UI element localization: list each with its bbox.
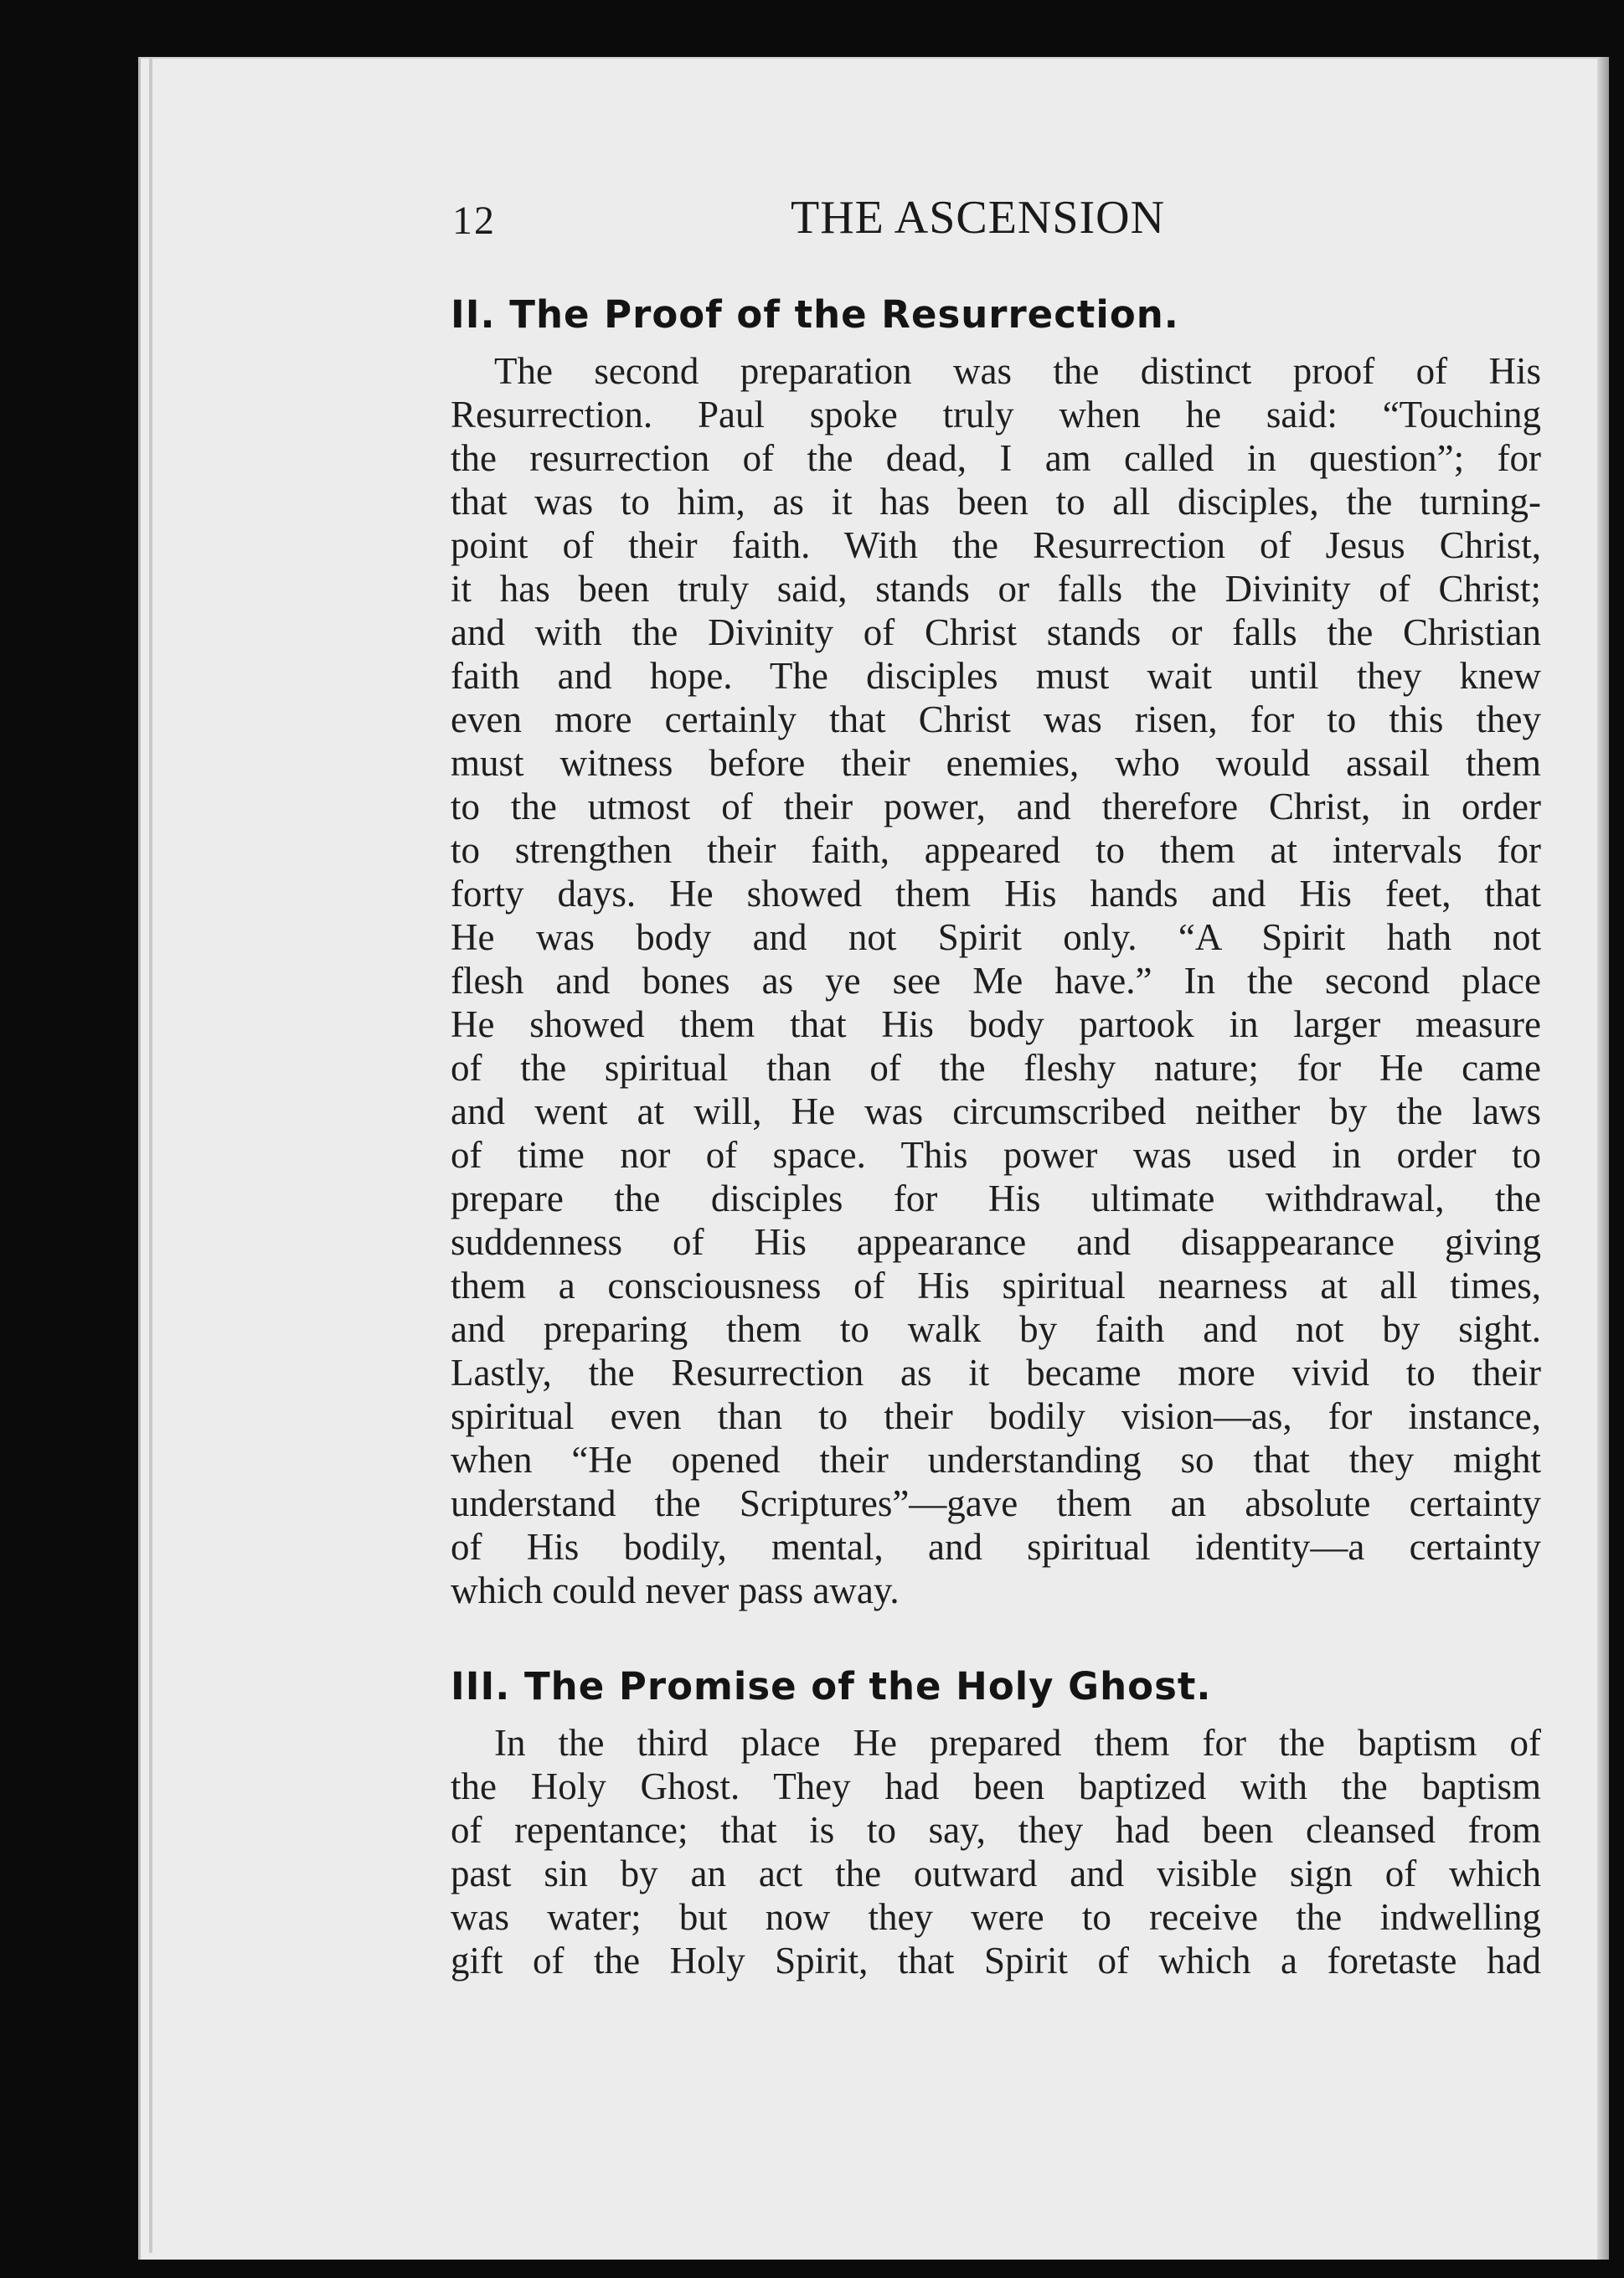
text-line: of repentance; that is to say, they had been cleansed from — [451, 1809, 1541, 1851]
text-line: when “He opened their understanding so that they might — [451, 1439, 1541, 1481]
paragraph-proof-of-resurrection — [451, 349, 1541, 1612]
text-line: them a consciousness of His spiritual nearness at all times, — [451, 1265, 1541, 1306]
text-line: was water; but now they were to receive the indwelling — [451, 1896, 1541, 1938]
text-line: gift of the Holy Spirit, that Spirit of which a foretaste had — [451, 1940, 1541, 1982]
text-line: of His bodily, mental, and spiritual identity—a certainty — [451, 1526, 1541, 1568]
text-line: it has been truly said, stands or falls the Divinity of Christ; — [451, 568, 1541, 610]
running-title: THE ASCENSION — [791, 192, 1166, 244]
text-line: must witness before their enemies, who would assail them — [451, 742, 1541, 784]
running-head — [452, 191, 1206, 250]
text-line: faith and hope. The disciples must wait until they knew — [451, 655, 1541, 697]
text-line: past sin by an act the outward and visible sign of which — [451, 1853, 1541, 1894]
page-body — [451, 289, 1541, 1982]
text-line: which could never pass away. — [451, 1569, 900, 1611]
text-line: flesh and bones as ye see Me have.” In the second place — [451, 960, 1541, 1002]
page-edge-line — [149, 59, 152, 2253]
text-line: and preparing them to walk by faith and not by sight. — [451, 1308, 1541, 1350]
text-line: suddenness of His appearance and disappearance giving — [451, 1221, 1541, 1263]
text-line: Lastly, the Resurrection as it became more vivid to their — [451, 1352, 1541, 1394]
text-line: that was to him, as it has been to all disciples, the turning- — [451, 481, 1541, 523]
text-line: and with the Divinity of Christ stands or falls the Christian — [451, 611, 1541, 653]
text-line: of the spiritual than of the fleshy nature; for He came — [451, 1047, 1541, 1089]
text-line: forty days. He showed them His hands and His feet, that — [451, 873, 1541, 915]
text-line: spiritual even than to their bodily vision—as, for instance, — [451, 1395, 1541, 1437]
text-line: to strengthen their faith, appeared to them at intervals for — [451, 829, 1541, 871]
spine-shadow — [1597, 57, 1609, 2260]
section-heading-proof-of-resurrection: II. The Proof of the Resurrection. — [451, 292, 1179, 337]
text-line: He showed them that His body partook in larger measure — [451, 1003, 1541, 1045]
text-line: the Holy Ghost. They had been baptized with the baptism — [451, 1765, 1541, 1807]
text-line: prepare the disciples for His ultimate withdrawal, the — [451, 1178, 1541, 1219]
section-heading-promise-of-holy-ghost: III. The Promise of the Holy Ghost. — [451, 1664, 1212, 1708]
text-line: Resurrection. Paul spoke truly when he said: “Touching — [451, 394, 1541, 436]
text-line: even more certainly that Christ was risen, for to this they — [451, 698, 1541, 740]
text-line: understand the Scriptures”—gave them an absolute certainty — [451, 1482, 1541, 1524]
paragraph-promise-of-holy-ghost — [451, 1721, 1541, 1982]
page-number: 12 — [452, 198, 496, 243]
text-line: and went at will, He was circumscribed neither by the laws — [451, 1090, 1541, 1132]
text-line: In the third place He prepared them for the baptism of — [494, 1722, 1541, 1764]
text-line: He was body and not Spirit only. “A Spirit hath not — [451, 916, 1541, 958]
text-line: of time nor of space. This power was used in order to — [451, 1134, 1541, 1176]
section-gap — [451, 1612, 1541, 1661]
text-line: The second preparation was the distinct proof of His — [494, 350, 1541, 392]
text-line: the resurrection of the dead, I am called in question”; for — [451, 437, 1541, 479]
text-line: to the utmost of their power, and therefore Christ, in order — [451, 786, 1541, 827]
text-line: point of their faith. With the Resurrection of Jesus Christ, — [451, 524, 1541, 566]
